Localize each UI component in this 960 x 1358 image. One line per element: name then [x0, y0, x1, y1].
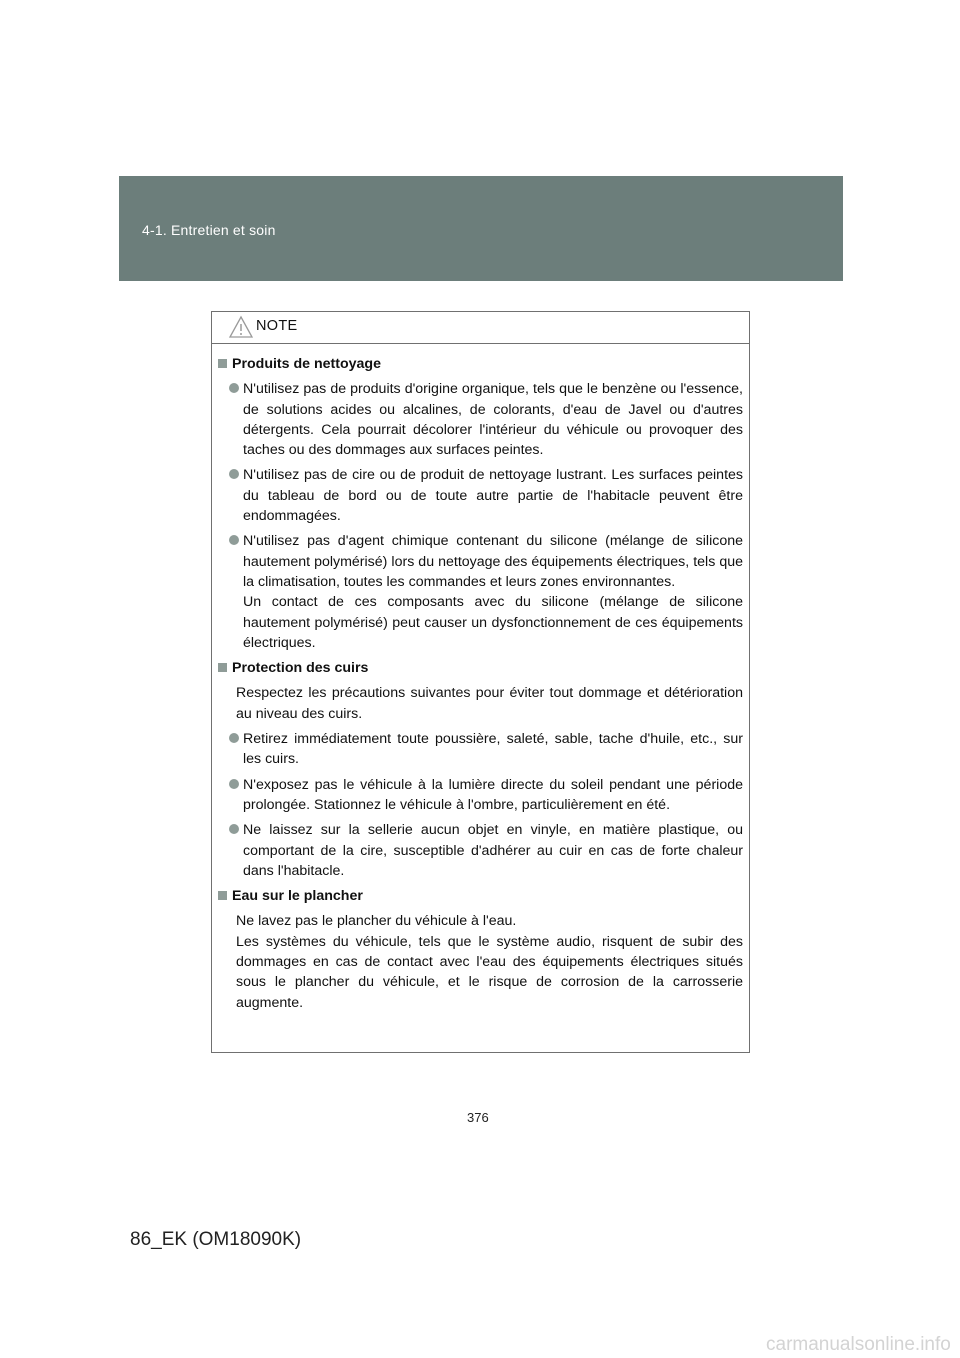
note-header [212, 312, 749, 344]
paragraph [236, 911, 743, 1012]
list-item-text-continued: Un contact de ces composants avec du silicone (mélange de silicone hautement polymérisé) peut causer un dysfonctionnement de ces équipements électriques. [243, 594, 743, 651]
list-item [218, 531, 743, 653]
list-item [218, 465, 743, 526]
section-leather-protection [218, 658, 743, 881]
round-bullet-icon [229, 779, 239, 789]
note-body [212, 344, 749, 1013]
list-item-text: Retirez immédiatement toute poussière, saleté, sable, tache d'huile, etc., sur les cuirs. [243, 731, 743, 768]
section-title-cleaning-products [218, 354, 743, 374]
round-bullet-icon [229, 733, 239, 743]
paragraph-text: Les systèmes du véhicule, tels que le système audio, risquent de subir des dommages en cas de contact avec l'eau des équipements électriques situés sous le plancher du véhicule, et le risque de corrosion de la carrosserie augmente. [236, 933, 743, 1011]
warning-triangle-icon [228, 315, 254, 339]
section-water-on-floor [218, 886, 743, 1013]
list-item-text: Ne laissez sur la sellerie aucun objet en vinyle, en matière plastique, ou comportant de la cire, susceptible d'adhérer au cuir en cas de forte chaleur dans l'habitacle. [243, 822, 743, 879]
list-item [218, 729, 743, 770]
section-title: 4-1. Entretien et soin [142, 222, 276, 238]
section-heading-text: Protection des cuirs [232, 660, 369, 677]
header-band [119, 176, 843, 281]
note-label: NOTE [256, 318, 298, 334]
square-bullet-icon [218, 359, 227, 368]
list-item-text: N'utilisez pas de cire ou de produit de nettoyage lustrant. Les surfaces peintes du tableau de bord ou de toute autre partie de l'habitacle peuvent être endommagées. [243, 467, 743, 525]
round-bullet-icon [229, 469, 239, 479]
note-box [211, 311, 750, 1053]
paragraph-line: Ne lavez pas le plancher du véhicule à l'eau. [236, 913, 517, 930]
section-title-leather-protection [218, 658, 743, 678]
section-title-water-on-floor [218, 886, 743, 906]
list-item [218, 775, 743, 816]
section-heading-text: Produits de nettoyage [232, 356, 381, 372]
square-bullet-icon [218, 663, 227, 672]
section-heading-text: Eau sur le plancher [232, 888, 363, 905]
document-code: 86_EK (OM18090K) [130, 1229, 302, 1250]
section-cleaning-products [218, 354, 743, 653]
list-item-text: N'exposez pas le véhicule à la lumière directe du soleil pendant une période prolongée. Stationnez le véhicule à l'ombre, particulièrement en été. [243, 776, 743, 813]
round-bullet-icon [229, 824, 239, 834]
page-number: 376 [467, 1110, 489, 1125]
watermark: carmanualsonline.info [766, 1334, 951, 1355]
round-bullet-icon [229, 383, 239, 393]
paragraph: Respectez les précautions suivantes pour éviter tout dommage et détérioration au niveau des cuirs. [236, 685, 743, 722]
list-item-text: N'utilisez pas d'agent chimique contenant du silicone (mélange de silicone hautement polymérisé) lors du nettoyage des équipements électriques, tels que la climatisation, toutes les commandes et leurs zones environnantes. [243, 533, 743, 590]
list-item [218, 379, 743, 460]
round-bullet-icon [229, 535, 239, 545]
list-item [218, 820, 743, 881]
square-bullet-icon [218, 891, 227, 900]
list-item-text: N'utilisez pas de produits d'origine organique, tels que le benzène ou l'essence, de solutions acides ou alcalines, de colorants, d'eau de Javel ou d'autres détergents. Cela pourrait décolorer l'intérieur du véhicule ou provoquer des taches ou des dommages aux surfaces peintes. [243, 381, 743, 459]
